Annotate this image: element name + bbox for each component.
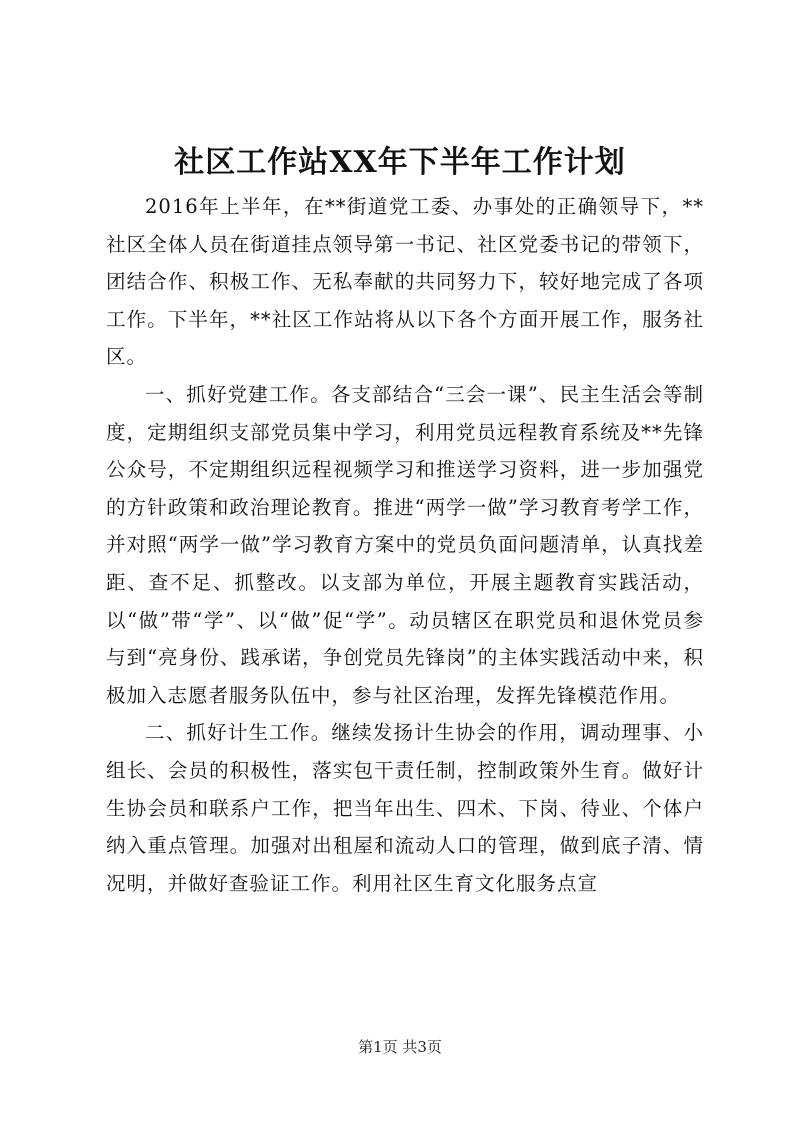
paragraph-party-building: 一、抓好党建工作。各支部结合“三会一课”、民主生活会等制度，定期组织支部党员集中学习，利用党员远程教育系统及**先锋公众号，不定期组织远程视频学习和推送学习资料，进一步加强党的方针政策和政治理论教育。推进“两学一做”学习教育考学工作，并对照“两学一做”学习教育方案中的党员负面问题清单，认真找差距、查不足、抓整改。以支部为单位，开展主题教育实践活动，以“做”带“学”、以“做”促“学”。动员辖区在职党员和退休党员参与到“亮身份、践承诺，争创党员先锋岗”的主体实践活动中来，积极加入志愿者服务队伍中，参与社区治理，发挥先锋模范作用。 <box>106 382 704 707</box>
document-title: 社区工作站XX年下半年工作计划 <box>174 145 626 180</box>
paragraph-family-planning: 二、抓好计生工作。继续发扬计生协会的作用，调动理事、小组长、会员的积极性，落实包干责任制，控制政策外生育。做好计生协会员和联系户工作，把当年出生、四术、下岗、待业、个体户纳入重点管理。加强对出租屋和流动人口的管理，做到底子清、情况明，并做好查验证工作。利用社区生育文化服务点宣 <box>106 721 704 895</box>
page-number-footer: 第1页 共3页 <box>358 1038 442 1056</box>
document-body <box>106 188 704 902</box>
paragraph-intro: 2016年上半年，在**街道党工委、办事处的正确领导下，**社区全体人员在街道挂点领导第一书记、社区党委书记的带领下，团结合作、积极工作、无私奉献的共同努力下，较好地完成了各项工作。下半年，**社区工作站将从以下各个方面开展工作，服务社区。 <box>106 195 704 369</box>
